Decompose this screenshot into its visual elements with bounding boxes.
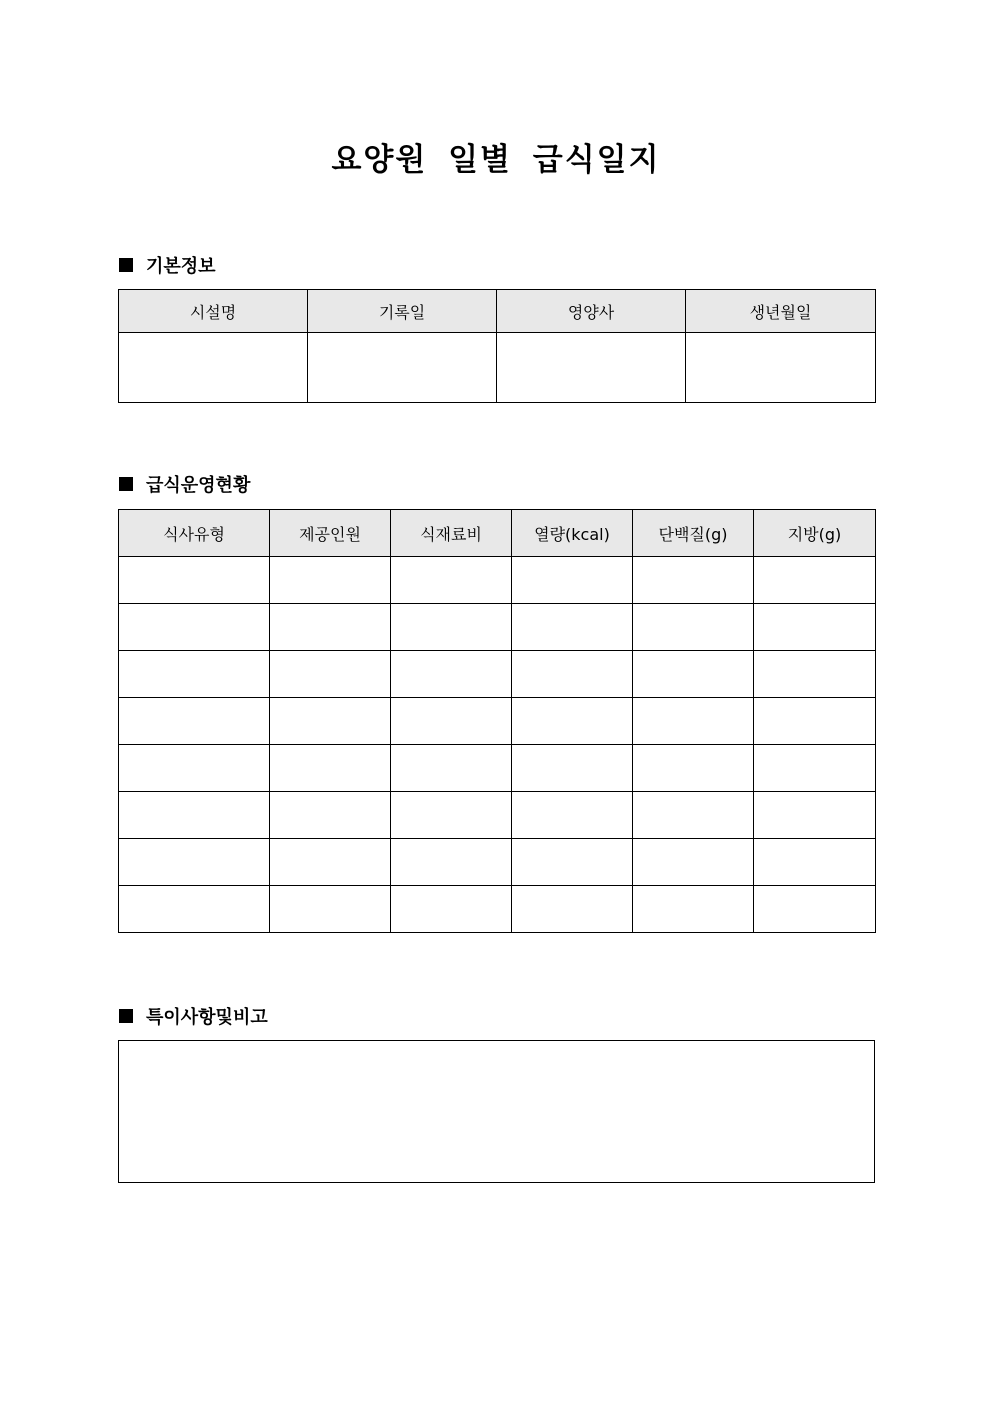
column-header-protein: 단백질(g) <box>633 510 754 557</box>
table-cell[interactable] <box>270 792 391 839</box>
dietitian-cell[interactable] <box>497 333 686 403</box>
table-row <box>119 333 876 403</box>
table-row <box>119 839 876 886</box>
table-cell[interactable] <box>633 698 754 745</box>
table-row <box>119 745 876 792</box>
section-heading-label: 기본정보 <box>146 256 216 277</box>
table-cell[interactable] <box>270 745 391 792</box>
table-cell[interactable] <box>754 651 876 698</box>
table-row <box>119 651 876 698</box>
black-square-icon <box>119 477 133 491</box>
table-cell[interactable] <box>391 604 512 651</box>
table-cell[interactable] <box>391 651 512 698</box>
table-cell[interactable] <box>512 651 633 698</box>
birth-date-cell[interactable] <box>686 333 876 403</box>
basic-info-table <box>118 289 876 403</box>
section-heading-remarks <box>119 1004 268 1028</box>
table-cell[interactable] <box>119 557 270 604</box>
column-header-servings: 제공인원 <box>270 510 391 557</box>
table-cell[interactable] <box>119 886 270 933</box>
table-cell[interactable] <box>754 745 876 792</box>
column-header-calories: 열량(kcal) <box>512 510 633 557</box>
table-cell[interactable] <box>754 886 876 933</box>
table-cell[interactable] <box>633 792 754 839</box>
table-cell[interactable] <box>391 698 512 745</box>
black-square-icon <box>119 1009 133 1023</box>
record-date-cell[interactable] <box>308 333 497 403</box>
table-row <box>119 792 876 839</box>
table-cell[interactable] <box>119 698 270 745</box>
table-cell[interactable] <box>270 557 391 604</box>
column-header-dietitian: 영양사 <box>497 290 686 333</box>
table-cell[interactable] <box>754 792 876 839</box>
table-cell[interactable] <box>391 557 512 604</box>
table-cell[interactable] <box>270 886 391 933</box>
table-row <box>119 698 876 745</box>
table-cell[interactable] <box>119 651 270 698</box>
table-header-row <box>119 510 876 557</box>
table-cell[interactable] <box>391 886 512 933</box>
column-header-record-date: 기록일 <box>308 290 497 333</box>
section-heading-label: 급식운영현황 <box>146 475 251 496</box>
table-cell[interactable] <box>512 886 633 933</box>
column-header-birth-date: 생년월일 <box>686 290 876 333</box>
column-header-meal-type: 식사유형 <box>119 510 270 557</box>
meal-status-table <box>118 509 876 933</box>
table-cell[interactable] <box>512 698 633 745</box>
table-cell[interactable] <box>633 651 754 698</box>
table-cell[interactable] <box>270 698 391 745</box>
table-cell[interactable] <box>512 745 633 792</box>
table-cell[interactable] <box>633 745 754 792</box>
column-header-ingredient-cost: 식재료비 <box>391 510 512 557</box>
table-header-row <box>119 290 876 333</box>
table-cell[interactable] <box>754 557 876 604</box>
table-cell[interactable] <box>119 604 270 651</box>
table-cell[interactable] <box>391 839 512 886</box>
table-cell[interactable] <box>270 651 391 698</box>
table-row <box>119 886 876 933</box>
table-cell[interactable] <box>119 839 270 886</box>
remarks-text-box[interactable] <box>118 1040 875 1183</box>
table-cell[interactable] <box>633 604 754 651</box>
black-square-icon <box>119 258 133 272</box>
section-heading-basic-info <box>119 253 216 277</box>
page-title: 요양원 일별 급식일지 <box>331 142 661 178</box>
table-cell[interactable] <box>391 792 512 839</box>
table-cell[interactable] <box>119 792 270 839</box>
table-cell[interactable] <box>754 698 876 745</box>
table-cell[interactable] <box>512 557 633 604</box>
column-header-fat: 지방(g) <box>754 510 876 557</box>
section-heading-label: 특이사항및비고 <box>146 1007 268 1028</box>
facility-name-cell[interactable] <box>119 333 308 403</box>
table-row <box>119 557 876 604</box>
table-cell[interactable] <box>633 886 754 933</box>
column-header-facility-name: 시설명 <box>119 290 308 333</box>
table-cell[interactable] <box>512 792 633 839</box>
table-cell[interactable] <box>270 604 391 651</box>
table-cell[interactable] <box>754 839 876 886</box>
table-cell[interactable] <box>512 604 633 651</box>
table-cell[interactable] <box>512 839 633 886</box>
table-cell[interactable] <box>391 745 512 792</box>
table-cell[interactable] <box>754 604 876 651</box>
table-cell[interactable] <box>633 557 754 604</box>
table-cell[interactable] <box>270 839 391 886</box>
section-heading-meal-status <box>119 472 250 496</box>
table-cell[interactable] <box>119 745 270 792</box>
table-row <box>119 604 876 651</box>
table-cell[interactable] <box>633 839 754 886</box>
